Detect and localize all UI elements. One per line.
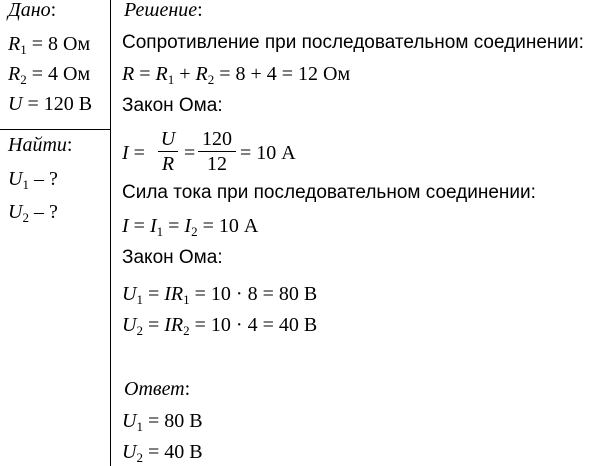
find-u1: $U_1$ – ? (8, 168, 58, 192)
answer-u1: $U_1 = 80$ В (122, 410, 203, 434)
equation-u1: $U_1 = IR_1 = 10 \cdot 8 = 80$ В (122, 283, 318, 307)
fraction-u-over-r: U R (158, 128, 178, 175)
fraction-120-over-12: 120 12 (198, 128, 236, 175)
ohm-law-heading-2: Закон Ома: (122, 247, 223, 268)
given-u: U = 120 В (8, 93, 93, 115)
given-r2: $R_2 = 4$ Ом (8, 63, 91, 87)
series-resistance-heading: Сопротивление при последовательном соединении: (122, 32, 584, 53)
answer-title: Ответ: (124, 378, 191, 400)
find-u2: $U_2$ – ? (8, 201, 58, 225)
equation-resistance: $R = R_1 + R_2 = 8 + 4 = 12$ Ом (122, 63, 351, 87)
equation-current: $I = I_1 = I_2 = 10$ А (122, 215, 259, 239)
fraction-lhs: I = (122, 142, 145, 164)
given-r1: $R_1 = 8$ Ом (8, 33, 91, 57)
equation-u2: $U_2 = IR_2 = 10 \cdot 4 = 40$ В (122, 314, 318, 338)
find-title: Найти: (8, 134, 73, 156)
given-title: Дано: (8, 0, 57, 21)
ohm-law-heading-1: Закон Ома: (122, 95, 223, 116)
solution-title: Решение: (124, 0, 203, 21)
fraction-result: = 10 А (240, 142, 296, 164)
fraction-eq: = (184, 142, 196, 164)
series-current-heading: Сила тока при последовательном соединении: (122, 182, 536, 203)
column-divider (110, 0, 111, 466)
answer-u2: $U_2 = 40$ В (122, 441, 203, 465)
given-find-divider (0, 129, 110, 130)
